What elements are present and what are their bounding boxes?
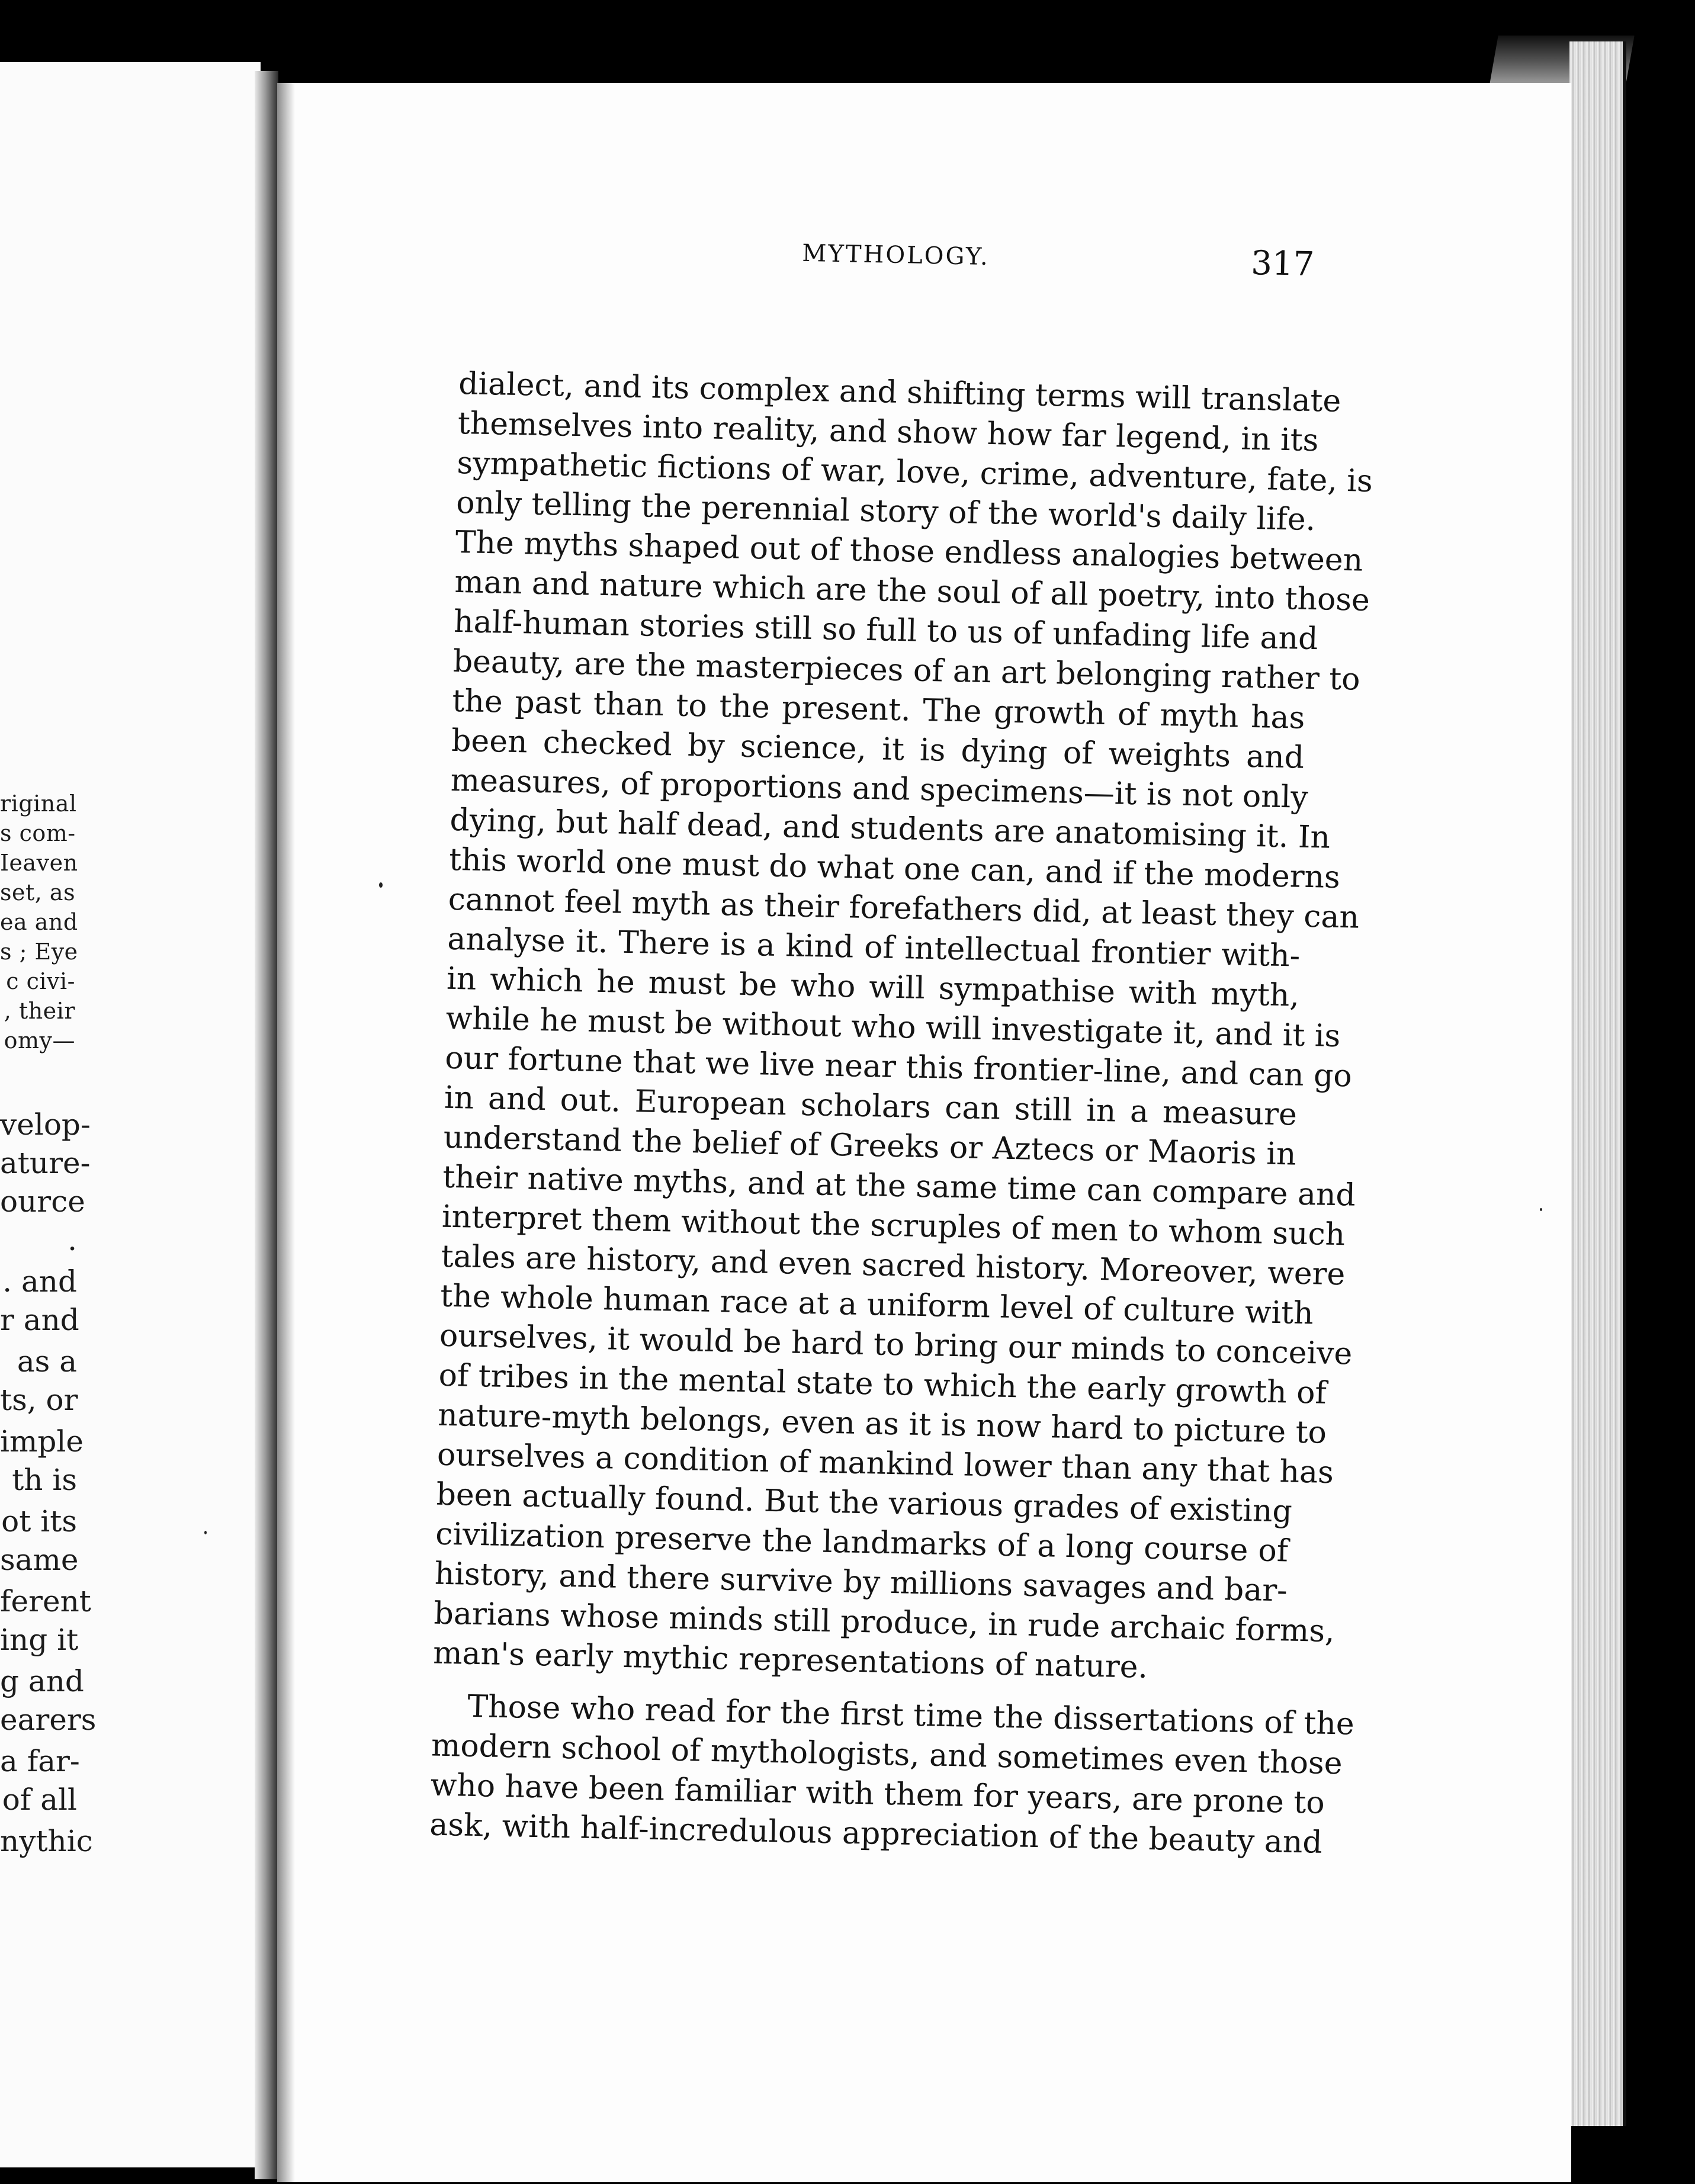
text-line: barians whose minds still produce, in rude archaic forms,	[434, 1595, 1336, 1650]
text-line: dying, but half dead, and students are anatomising it. In	[449, 802, 1331, 856]
text-line: The myths shaped out of those endless analogies between	[455, 524, 1363, 579]
text-line: dialect, and its complex and shifting terms will translate	[458, 365, 1341, 419]
text-line: themselves into reality, and show how far legend, in its	[457, 405, 1319, 459]
left-page-fragment: c civi-	[6, 968, 75, 994]
text-line: cannot feel myth as their forefathers did, at least they can	[448, 881, 1360, 936]
left-page-fragment: g and	[0, 1664, 84, 1698]
text-line: modern school of mythologists, and sometimes even those	[431, 1727, 1343, 1782]
left-page-fragment: riginal	[0, 791, 77, 817]
left-page-fragment: as a	[17, 1344, 77, 1379]
text-line: ourselves a condition of mankind lower than any that has	[436, 1437, 1334, 1491]
left-page-fragment: imple	[0, 1424, 84, 1459]
body-text	[429, 364, 1373, 1862]
text-line: our fortune that we live near this frontier-line, and can go	[444, 1040, 1353, 1094]
left-page-text-fragments	[0, 62, 261, 2167]
left-page-fragment: s com-	[0, 820, 76, 846]
left-page-fragment: a far-	[0, 1744, 80, 1778]
book-gutter	[255, 71, 278, 2179]
text-line: this world one must do what one can, and if the moderns	[448, 842, 1341, 896]
page-number: 317	[1250, 243, 1315, 284]
text-line: while he must be without who will investigate it, and it is	[445, 1000, 1341, 1055]
text-line: measures, of proportions and specimens—it is not only	[450, 762, 1309, 815]
text-line: who have been familiar with them for years, are prone to	[430, 1767, 1325, 1821]
left-page-fragment: set, as	[0, 879, 76, 905]
left-page-fragment: ature-	[0, 1146, 91, 1180]
text-line: history, and there survive by millions savages and bar-	[434, 1556, 1288, 1609]
left-page-fragment: nythic	[0, 1824, 93, 1858]
text-line: analyse it. There is a kind of intellectual frontier with-	[447, 921, 1301, 974]
text-line: civilization preserve the landmarks of a long course of	[435, 1516, 1289, 1569]
text-line: interpret them without the scruples of men to whom such	[441, 1199, 1346, 1253]
scan-speck	[1540, 1208, 1542, 1211]
text-line: the whole human race at a uniform level of culture with	[439, 1278, 1314, 1332]
left-page-fragment: ts, or	[0, 1383, 78, 1417]
scan-speck	[204, 1531, 207, 1534]
text-line: man's early mythic representations of nature.	[432, 1635, 1148, 1685]
left-page-fragment: omy—	[4, 1027, 75, 1054]
text-line: man and nature which are the soul of all poetry, into those	[454, 564, 1370, 618]
scan-speck	[379, 882, 383, 888]
text-line: the past than to the present. The growth of myth has	[451, 683, 1305, 736]
text-line: only telling the perennial story of the world's daily life.	[455, 484, 1316, 538]
stacked-page-edges	[1569, 41, 1626, 2126]
text-line: in which he must be who will sympathise with myth,	[446, 961, 1300, 1014]
left-page-fragment: th is	[12, 1463, 77, 1497]
left-page-fragment: ferent	[0, 1584, 91, 1618]
text-line: ask, with half-incredulous appreciation of the beauty and	[429, 1807, 1323, 1861]
left-facing-page	[0, 62, 261, 2167]
left-page-fragment: s ; Eye	[0, 939, 78, 965]
left-page-fragment: ource	[0, 1184, 85, 1219]
text-line: their native myths, and at the same time can compare and	[442, 1159, 1356, 1213]
left-page-fragment: Ieaven	[0, 850, 78, 876]
text-line: beauty, are the masterpieces of an art belonging rather to	[452, 643, 1361, 698]
left-page-fragment: of all	[2, 1782, 77, 1817]
text-line: ourselves, it would be hard to bring our minds to conceive	[439, 1318, 1353, 1372]
text-line: in and out. European scholars can still in a measure	[444, 1080, 1298, 1133]
text-line: half-human stories still so full to us of unfading life and	[453, 603, 1318, 657]
text-line: been checked by science, it is dying of weights and	[451, 722, 1305, 776]
text-line: nature-myth belongs, even as it is now hard to picture to	[437, 1397, 1327, 1451]
text-line: sympathetic fictions of war, love, crime, adventure, fate, is	[457, 445, 1373, 499]
gutter-shadow	[277, 83, 295, 2182]
running-head: MYTHOLOGY.	[801, 239, 990, 271]
text-line: tales are history, and even sacred history. Moreover, were	[441, 1238, 1346, 1293]
left-page-fragment: ea and	[0, 909, 78, 935]
text-line: understand the belief of Greeks or Aztecs or Maoris in	[443, 1119, 1297, 1173]
left-page-fragment: ot its	[1, 1504, 77, 1539]
left-page-fragment: r and	[0, 1303, 79, 1337]
text-line: been actually found. But the various grades of existing	[436, 1476, 1293, 1530]
left-page-fragment: , their	[4, 998, 75, 1024]
text-line: of tribes in the mental state to which the early growth of	[438, 1357, 1327, 1411]
left-page-fragment: .	[68, 1223, 77, 1257]
left-page-fragment: . and	[2, 1264, 77, 1299]
left-page-fragment: ing it	[0, 1623, 79, 1657]
text-line: Those who read for the first time the dissertations of the	[467, 1688, 1355, 1742]
left-page-fragment: same	[0, 1543, 79, 1577]
left-page-fragment: velop-	[0, 1107, 91, 1142]
left-page-fragment: earers	[0, 1703, 97, 1737]
